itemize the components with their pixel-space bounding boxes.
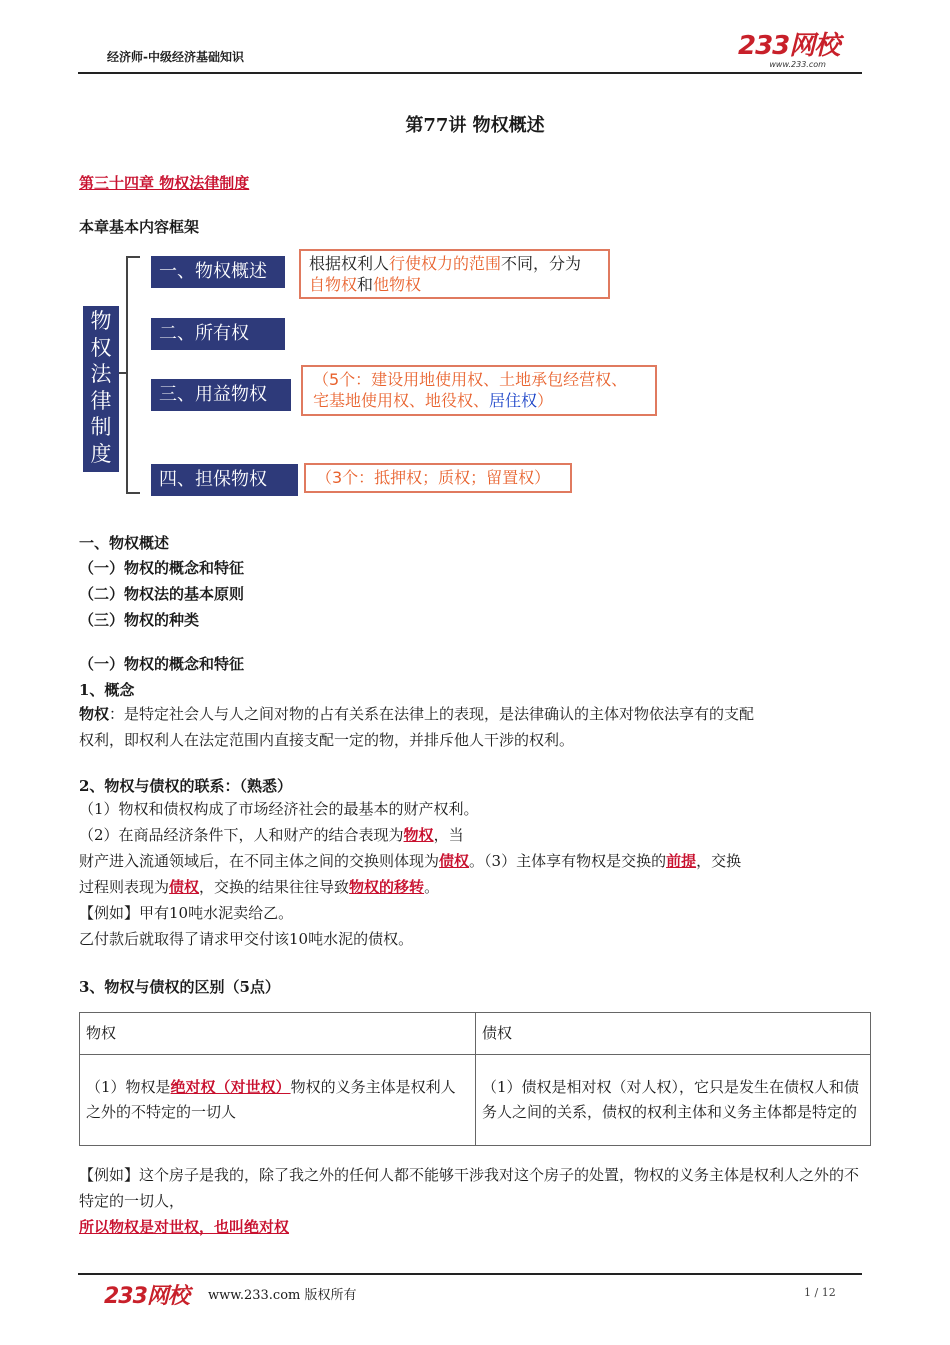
highlight-term: 绝对权（对世权） bbox=[170, 1078, 291, 1096]
note-highlight-blue: 居住权 bbox=[489, 391, 538, 410]
chapter-heading: 第三十四章 物权法律制度 bbox=[79, 174, 250, 192]
example-text: 【例如】这个房子是我的，除了我之外的任何人都不能够干涉我对这个房子的处置，物权的义务主体是权利人之外的不特定的一切人， bbox=[79, 1166, 860, 1210]
table-cell bbox=[80, 1055, 476, 1146]
definition-paragraph bbox=[79, 701, 869, 753]
text-span: ，交换 bbox=[696, 852, 742, 870]
page-title: 第77讲 物权概述 bbox=[405, 115, 545, 136]
node-overview: 一、物权概述 bbox=[151, 256, 285, 288]
page-number: 1 / 12 bbox=[804, 1286, 836, 1299]
root-char: 物 bbox=[90, 309, 112, 333]
root-char: 度 bbox=[90, 441, 112, 466]
note-highlight: ） bbox=[537, 391, 554, 410]
note-highlight: 自物权 bbox=[309, 275, 358, 294]
example-line: 乙付款后就取得了请求甲交付该10吨水泥的债权。 bbox=[79, 930, 414, 948]
highlight-term: 债权 bbox=[169, 878, 200, 896]
root-char: 律 bbox=[90, 388, 112, 413]
definition-text: 权利，即权利人在法定范围内直接支配一定的物，并排斥他人干涉的权利。 bbox=[79, 731, 575, 749]
note-highlight: 他物权 bbox=[373, 275, 422, 294]
definition-text: ：是特定社会人与人之间对物的占有关系在法律上的表现，是法律确认的主体对物依法享有的支配 bbox=[109, 705, 755, 723]
logo-text: 233网校 bbox=[738, 31, 840, 61]
note-box-security bbox=[304, 463, 572, 493]
highlight-term: 前提 bbox=[666, 852, 697, 870]
text-span: ，当 bbox=[433, 826, 464, 844]
subsection-difference: 3、物权与债权的区别（5点） bbox=[79, 978, 280, 996]
relation-paragraph bbox=[79, 796, 869, 952]
text-span: （1）物权是 bbox=[86, 1078, 171, 1096]
table-cell: （1）债权是相对权（对人权），它只是发生在债权人和债务人之间的关系，债权的权利主体和义务主体都是特定的 bbox=[476, 1055, 871, 1146]
note-highlight: 行使权力的范围 bbox=[389, 254, 502, 273]
root-char: 法 bbox=[90, 362, 112, 386]
note-text: 和 bbox=[357, 275, 374, 294]
text-span: 。（3）主体享有物权是交换的 bbox=[469, 852, 667, 870]
brand-logo[interactable] bbox=[738, 32, 839, 69]
node-usufruct: 三、用益物权 bbox=[151, 379, 291, 411]
example-conclusion: 所以物权是对世权，也叫绝对权 bbox=[79, 1218, 290, 1236]
logo-url: www.233.com bbox=[769, 60, 826, 69]
footer-divider bbox=[78, 1273, 862, 1275]
outline-heading: 一、物权概述 bbox=[79, 534, 170, 552]
note-highlight: 宅基地使用权、地役权、 bbox=[313, 391, 490, 410]
highlight-term: 债权 bbox=[439, 852, 470, 870]
note-highlight: （5个：建设用地使用权、土地承包经营权、 bbox=[313, 370, 628, 389]
root-char: 权 bbox=[90, 335, 112, 360]
diagram-bracket bbox=[126, 256, 140, 494]
table-header-cell: 物权 bbox=[80, 1013, 476, 1055]
outline-item: （一）物权的概念和特征 bbox=[79, 559, 245, 577]
table-header-cell: 债权 bbox=[476, 1013, 871, 1055]
highlight-term: 物权的移转 bbox=[349, 878, 425, 896]
subsection-concept: 1、概念 bbox=[79, 681, 135, 699]
subsection-relation: 2、物权与债权的联系：（熟悉） bbox=[79, 777, 292, 795]
note-highlight: （3个：抵押权；质权；留置权） bbox=[316, 468, 551, 487]
note-box-usufruct bbox=[301, 365, 657, 416]
text-span: 过程则表现为 bbox=[79, 878, 170, 896]
example-paragraph bbox=[79, 1162, 869, 1240]
comparison-table bbox=[79, 1012, 871, 1146]
diagram-root bbox=[83, 306, 119, 472]
note-text: 不同，分为 bbox=[501, 254, 582, 273]
framework-label: 本章基本内容框架 bbox=[79, 218, 200, 236]
outline-item: （二）物权法的基本原则 bbox=[79, 585, 245, 603]
table-header-row bbox=[80, 1013, 871, 1055]
node-ownership: 二、所有权 bbox=[151, 318, 285, 350]
table-row bbox=[80, 1055, 871, 1146]
header-divider bbox=[78, 72, 862, 74]
footer-logo[interactable]: 233网校 bbox=[104, 1284, 189, 1309]
text-span: （2）在商品经济条件下，人和财产的结合表现为 bbox=[79, 826, 404, 844]
text-span: ，交换的结果往往导致 bbox=[199, 878, 350, 896]
note-box-overview bbox=[299, 249, 610, 299]
highlight-term: 物权 bbox=[403, 826, 434, 844]
relation-line bbox=[79, 822, 869, 848]
relation-line bbox=[79, 874, 869, 900]
footer-copyright: www.233.com 版权所有 bbox=[208, 1288, 357, 1303]
node-security: 四、担保物权 bbox=[151, 464, 298, 496]
definition-term: 物权 bbox=[79, 705, 110, 723]
note-text: 根据权利人 bbox=[309, 254, 390, 273]
header-subject: 经济师-中级经济基础知识 bbox=[107, 50, 244, 64]
relation-line: （1）物权和债权构成了市场经济社会的最基本的财产权利。 bbox=[79, 800, 479, 818]
outline-item: （三）物权的种类 bbox=[79, 611, 200, 629]
example-line: 【例如】甲有10吨水泥卖给乙。 bbox=[79, 904, 294, 922]
text-span: 财产进入流通领域后，在不同主体之间的交换则体现为 bbox=[79, 852, 440, 870]
root-char: 制 bbox=[90, 415, 112, 439]
relation-line bbox=[79, 848, 869, 874]
text-span: 物权的义务主体是权利人之外的不特定的一切人 bbox=[86, 1078, 456, 1121]
section-heading: （一）物权的概念和特征 bbox=[79, 655, 245, 673]
text-span: 。 bbox=[424, 878, 440, 896]
